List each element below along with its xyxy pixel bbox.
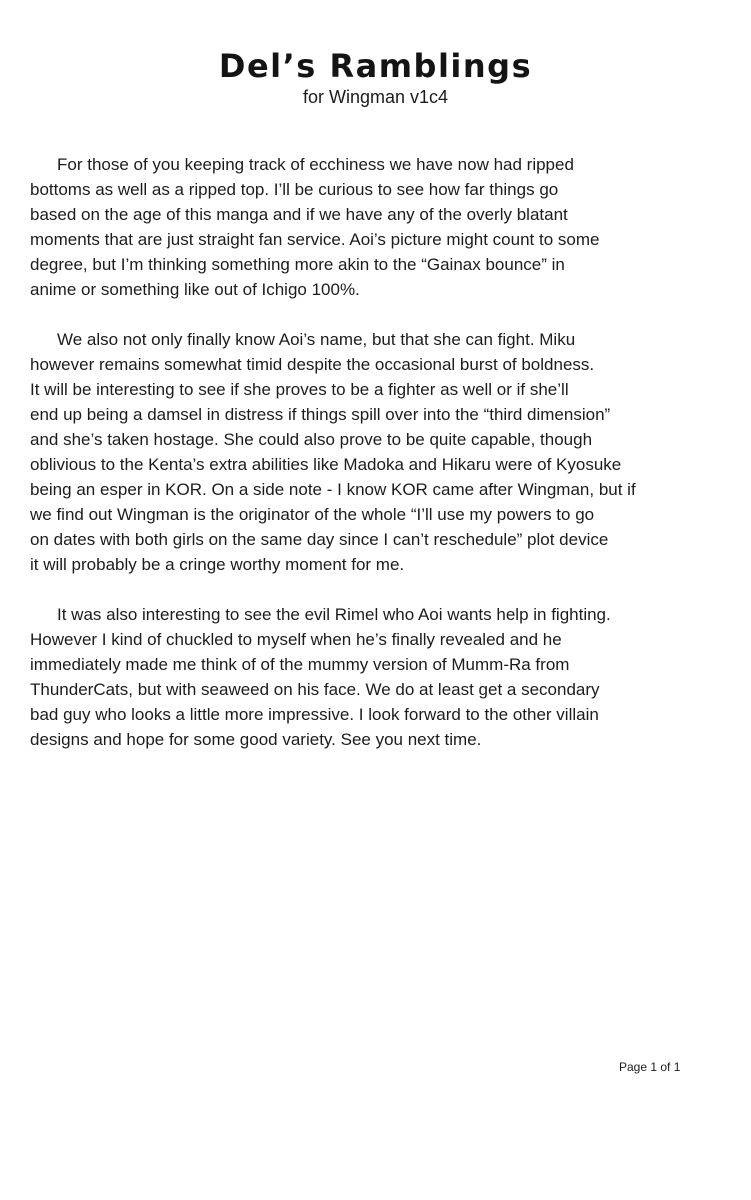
paragraph: It was also interesting to see the evil Rimel who Aoi wants help in fighting. However I kind of chuckled to myself when he’s finally revealed and he immediately made me think of of the mummy version of Mumm-Ra from ThunderCats, but with seaweed on his face. We do at least get a secondary bad guy who looks a little more impressive. I look forward to the other villain designs and hope for some good variety. See you next time. bbox=[30, 605, 611, 749]
paragraph: For those of you keeping track of ecchiness we have now had ripped bottoms as well as a ripped top. I’ll be curious to see how far things go based on the age of this manga and if we have any of the overly blatant moments that are just straight fan service. Aoi’s picture might count to some degree, but I’m thinking something more akin to the “Gainax bounce” in anime or something like out of Ichigo 100%. bbox=[30, 155, 600, 299]
page-subtitle: for Wingman v1c4 bbox=[302, 87, 449, 107]
paragraph: We also not only finally know Aoi’s name, but that she can fight. Miku however remains somewhat timid despite the occasional burst of boldness. It will be interesting to see if she proves to be a fighter as well or if she’ll end up being a damsel in distress if things spill over into the “third dimension” and she’s taken hostage. She could also prove to be quite capable, though oblivious to the Kenta’s extra abilities like Madoka and Hikaru were of Kyosuke being an esper in KOR. On a side note - I know KOR came after Wingman, but if we find out Wingman is the originator of the whole “I’ll use my powers to go on dates with both girls on the same day since I can’t reschedule” plot device it will probably be a cringe worthy moment for me. bbox=[30, 330, 636, 574]
document-body bbox=[30, 152, 723, 752]
page-title: Del’s Ramblings bbox=[218, 47, 533, 85]
page-number: Page 1 of 1 bbox=[619, 1060, 681, 1074]
